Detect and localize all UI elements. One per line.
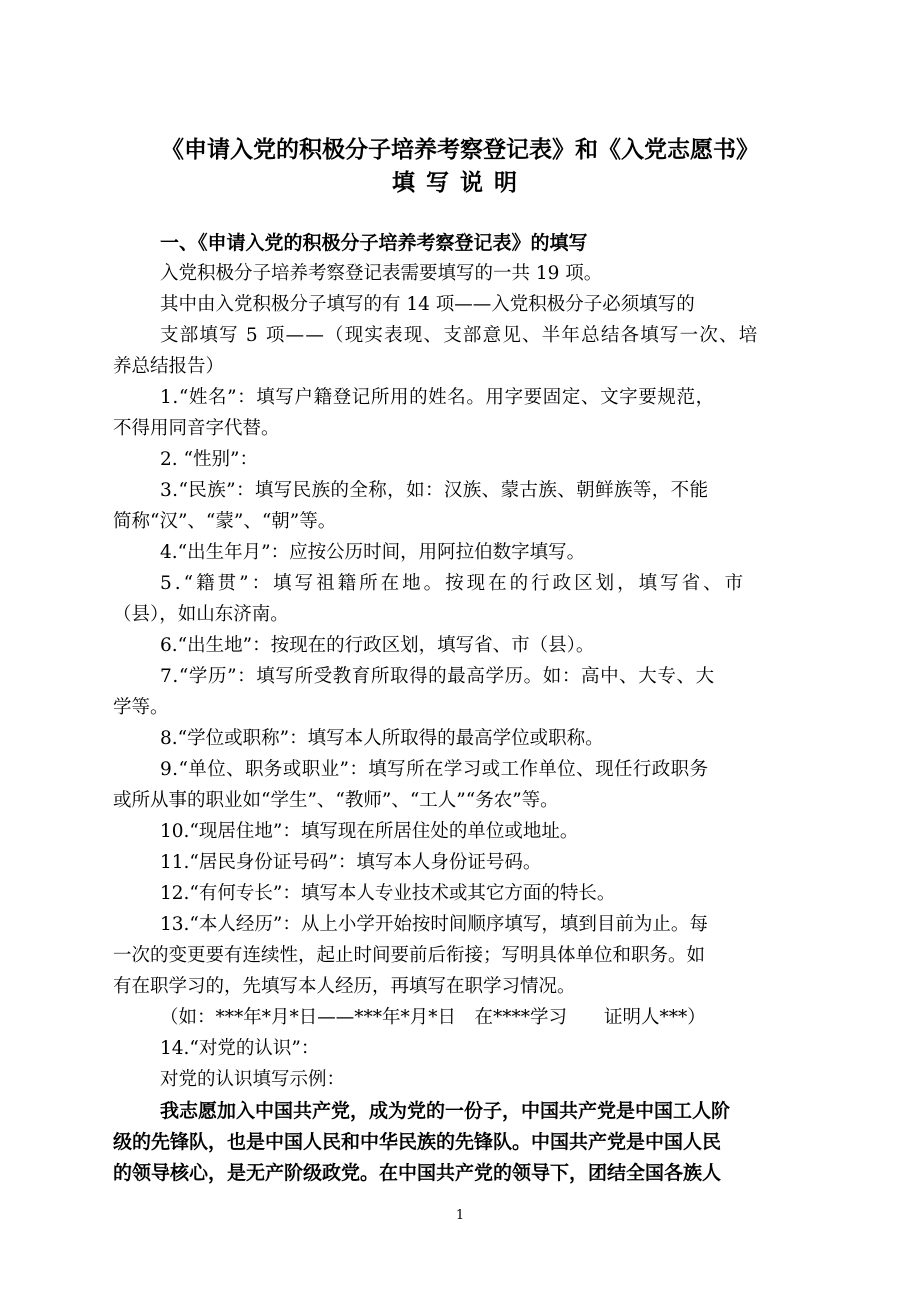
example-line: 的领导核心，是无产阶级政党。在中国共产党的领导下，团结全国各族人 [113, 1162, 722, 1184]
body-line: 12.“有何专长”：填写本人专业技术或其它方面的特长。 [160, 883, 616, 904]
body-line: 9.“单位、职务或职业”：填写所在学习或工作单位、现任行政职务 [160, 759, 709, 780]
body-line: 2. “性别”： [160, 449, 258, 470]
body-line: 一次的变更要有连续性，起止时间要前后衔接；写明具体单位和职务。如 [113, 945, 706, 966]
body-line: 入党积极分子培养考察登记表需要填写的一共 19 项。 [160, 263, 603, 284]
body-line: 11.“居民身份证号码”：填写本人身份证号码。 [160, 852, 542, 873]
body-line: （如：***年*月*日——***年*月*日 在****学习 证明人***） [160, 1007, 706, 1028]
body-line: 6.“出生地”：按现在的行政区划，填写省、市（县）。 [160, 635, 595, 656]
body-line: 简称“汉”、“蒙”、“朝”等。 [113, 511, 337, 532]
body-line: 4.“出生年月”：应按公历时间，用阿拉伯数字填写。 [160, 542, 586, 563]
body-line: 8.“学位或职称”：填写本人所取得的最高学位或职称。 [160, 728, 604, 749]
body-line: 10.“现居住地”：填写现在所居住处的单位或地址。 [160, 821, 579, 842]
body-line: 养总结报告） [113, 356, 225, 377]
example-line: 级的先锋队，也是中国人民和中华民族的先锋队。中国共产党是中国人民 [113, 1131, 722, 1153]
body-line: 3.“民族”：填写民族的全称，如：汉族、蒙古族、朝鲜族等，不能 [160, 480, 709, 501]
body-line: 不得用同音字代替。 [113, 418, 280, 439]
section-heading: 一、《申请入党的积极分子培养考察登记表》的填写 [160, 232, 588, 254]
body-line: 1.“姓名”：填写户籍登记所用的姓名。用字要固定、文字要规范， [160, 387, 715, 408]
body-line: 学等。 [113, 697, 169, 718]
body-line: 7.“学历”：填写所受教育所取得的最高学历。如：高中、大专、大 [160, 666, 715, 687]
page-number: 1 [455, 1208, 465, 1223]
body-line: 14.“对党的认识”： [160, 1038, 320, 1059]
body-line: 其中由入党积极分子填写的有 14 项——入党积极分子必须填写的 [160, 294, 695, 315]
body-line: 对党的认识填写示例： [160, 1069, 346, 1090]
body-line: 支部填写 5 项——（现实表现、支部意见、半年总结各填写一次、培 [160, 325, 759, 346]
body-line: 或所从事的职业如“学生”、“教师”、“工人”“务农”等。 [113, 790, 559, 811]
body-line: 13.“本人经历”：从上小学开始按时间顺序填写，填到目前为止。每 [160, 914, 708, 935]
example-line: 我志愿加入中国共产党，成为党的一份子，中国共产党是中国工人阶 [160, 1100, 731, 1122]
document-subtitle: 填写说明 [392, 170, 528, 196]
body-line: （县），如山东济南。 [113, 604, 289, 625]
document-title: 《申请入党的积极分子培养考察登记表》和《入党志愿书》 [161, 137, 759, 163]
body-line: 5.“籍贯”：填写祖籍所在地。按现在的行政区划，填写省、市 [160, 573, 747, 594]
body-line: 有在职学习的，先填写本人经历，再填写在职学习情况。 [113, 976, 576, 997]
